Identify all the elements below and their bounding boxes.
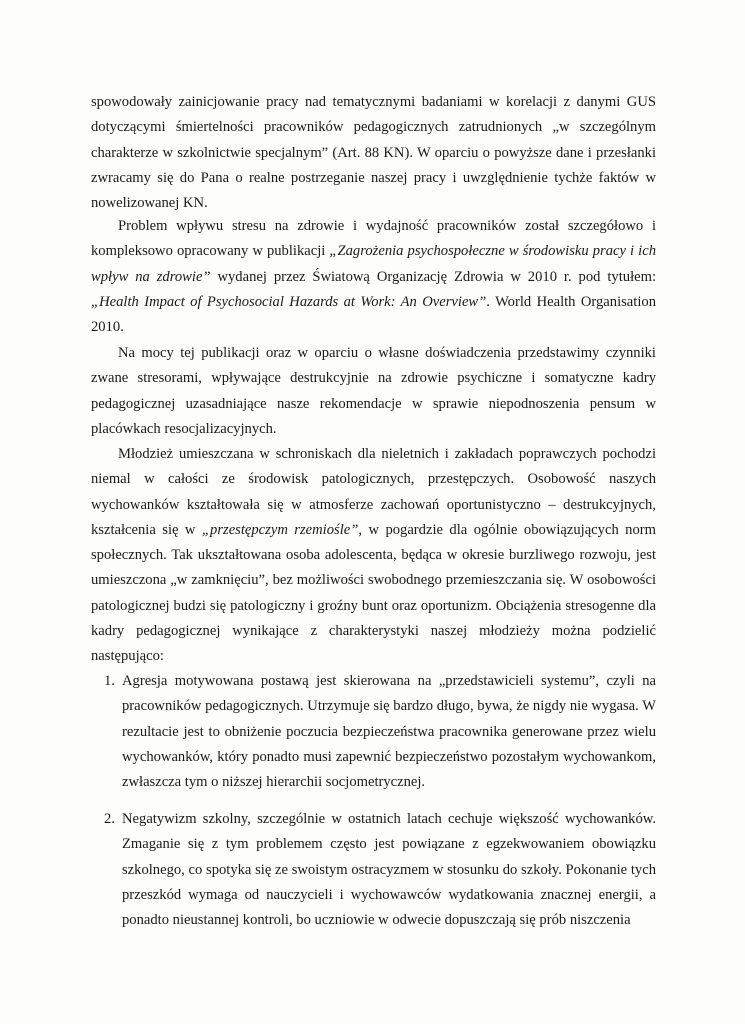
paragraph-text: Na mocy tej publikacji oraz w oparciu o własne doświadczenia przedstawimy czynniki zwane stresorami, wpływające destrukcyjnie na zdrowie psychiczne i somatyczne kadry pedagogicznej uzasadniające nasze rekomendacje w sprawie niepodnoszenia pensum w placówkach resocjalizacyjnych. [91, 345, 656, 437]
list-item-text: Agresja motywowana postawą jest skierowana na „przedstawicieli systemu”, czyli na pracowników pedagogicznych. Utrzymuje się bardzo długo, bywa, że nigdy nie wygasa. W rezultacie jest to obniżenie poczucia bezpieczeństwa pracownika generowane przez wielu wychowanków, który ponadto musi zapewnić bezpieczeństwo pozostałym wychowankom, zwłaszcza tym o niższej hierarchii socjometrycznej. [122, 673, 656, 791]
italic-polish-title: „Zagrożenia psychospołeczne w środowisku pracy i ich wpływ na zdrowie” [91, 243, 656, 285]
text-run: . World Health Organisation 2010. [91, 293, 656, 336]
paragraph-youth-description [91, 442, 656, 670]
paragraph-text [91, 442, 656, 670]
text-run: Problem wpływu stresu na zdrowie i wydajność pracowników został szczegółowo i kompleksowo opracowany w publikacji [91, 218, 656, 260]
text-run: , w pogardzie dla ogólnie obowiązujących norm społecznych. Tak ukształtowana osoba adolescenta, będąca w okresie burzliwego rozwoju, jest umieszczona „w zamknięciu”, bez możliwości swobodnego przemieszczania się. W osobowości patologicznej budzi się patologiczny i groźny bunt oraz oportunizm. Obciążenia stresogenne dla kadry pedagogicznej wynikające z charakterystyki naszej młodzieży można podzielić następująco: [91, 521, 656, 665]
paragraph-continuation [91, 90, 656, 216]
italic-quote: „przestępczym rzemiośle” [201, 521, 359, 538]
list-item-number: 1. [104, 673, 115, 689]
list-item-text: Negatywizm szkolny, szczególnie w ostatnich latach cechuje większość wychowanków. Zmaganie się z tym problemem często jest powiązane z egzekwowaniem obowiązku szkolnego, co spotyka się ze swoistym ostracyzmem w stosunku do szkoły. Pokonanie tych przeszkód wymaga od nauczycieli i wychowawców wydatkowania znacznej energii, a ponadto nieustannej kontroli, bo uczniowie w odwecie dopuszczają się prób niszczenia [122, 811, 656, 929]
italic-english-title: „Health Impact of Psychosocial Hazards at Work: An Overview” [91, 293, 487, 310]
paragraph-text [91, 214, 656, 340]
paragraph-text: spowodowały zainicjowanie pracy nad tematycznymi badaniami w korelacji z danymi GUS dotyczącymi śmiertelności pracowników pedagogicznych zatrudnionych „w szczególnym charakterze w szkolnictwie specjalnym” (Art. 88 KN). W oparciu o powyższe dane i przesłanki zwracamy się do Pana o realne postrzeganie naszej pracy i uwzględnienie tychże faktów w nowelizowanej KN. [91, 94, 656, 212]
list-item-number: 2. [104, 811, 115, 827]
paragraph-stressors-intro [91, 341, 656, 442]
text-run: Młodzież umieszczana w schroniskach dla nieletnich i zakładach poprawczych pochodzi niemal w całości ze środowisk patologicznych, przestępczych. Osobowość naszych wychowanków kształtowała się w atmosferze zachowań oportunistyczno – destrukcyjnych, kształcenia się w [91, 446, 656, 538]
text-run: wydanej przez Światową Organizację Zdrowia w 2010 r. pod tytułem: [210, 268, 657, 285]
paragraph-who-publication [91, 214, 656, 340]
